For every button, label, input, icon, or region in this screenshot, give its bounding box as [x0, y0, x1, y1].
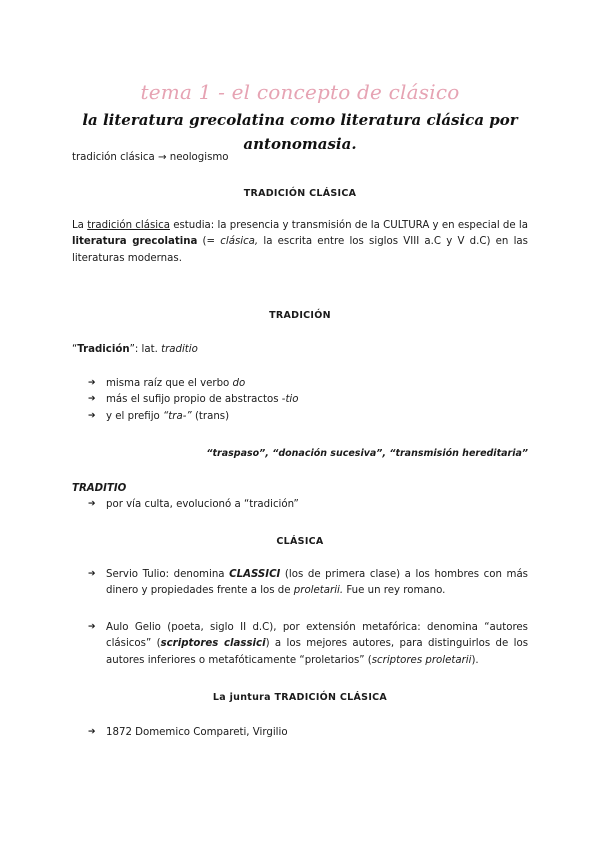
italic-term: “tra-” — [163, 410, 192, 422]
heading-tradicion-clasica: TRADICIÓN CLÁSICA — [243, 188, 357, 199]
bold-italic-term: CLASSICI — [229, 569, 281, 580]
meanings-line: “traspaso”, “donación sucesiva”, “transmisión hereditaria” — [206, 448, 528, 459]
italic-term: do — [232, 378, 246, 389]
list-item — [88, 376, 528, 392]
text-run: La juntura — [212, 692, 275, 703]
text-run: (los de primera clase) a los hombres con más dinero y propiedades frente a los de — [106, 569, 528, 597]
text-run: estudia: la presencia y transmisión de la CULTURA y en especial de la — [169, 220, 528, 231]
text-run: ) a los mejores autores, para distinguirlos de los autores inferiores o metafóticamente “proletarios” ( — [106, 638, 528, 666]
bold-term: Tradición — [77, 344, 130, 355]
italic-term: tio — [285, 394, 299, 406]
heading-clasica: CLÁSICA — [276, 536, 324, 547]
text-run: Aulo Gelio (poeta, siglo II d.C), por extensión metafórica: denomina “autores clásicos” ( — [106, 622, 528, 650]
italic-term: proletarii. — [293, 585, 344, 597]
text-run: TRADICIÓN CLÁSICA — [274, 692, 388, 703]
list-clasica-1 — [72, 567, 528, 600]
paragraph-tradicion-clasica — [72, 218, 528, 267]
text-run: ”: lat. — [129, 344, 162, 355]
list-item — [88, 620, 528, 669]
text-run: y el prefijo — [106, 410, 164, 422]
text-run: la escrita entre los siglos VIII a.C y V d.C) en las literaturas modernas. — [72, 236, 528, 264]
italic-term: traditio — [161, 344, 198, 355]
list-item — [88, 392, 528, 408]
list-clasica-2 — [72, 620, 528, 669]
text-run: más el sufijo propio de abstractos - — [106, 394, 286, 406]
list-item — [88, 567, 528, 600]
bold-term: literatura grecolatina — [72, 236, 198, 248]
list-juntura — [72, 725, 528, 741]
page-subtitle: la literatura grecolatina como literatura clásica por antonomasia. — [82, 111, 518, 153]
text-run: Servio Tulio: denomina — [106, 569, 230, 580]
heading-tradicion: TRADICIÓN — [269, 310, 331, 321]
underlined-term: tradición clásica — [87, 220, 170, 231]
text-run: (= — [197, 236, 221, 248]
italic-term: scriptores proletarii — [371, 654, 472, 666]
bold-italic-term: scriptores classici — [160, 638, 266, 650]
list-traditio — [72, 497, 528, 513]
intro-line: tradición clásica → neologismo — [72, 152, 229, 163]
text-run: misma raíz que el verbo — [106, 378, 233, 389]
text-run: La — [72, 220, 88, 231]
page-title: tema 1 - el concepto de clásico — [140, 80, 460, 104]
heading-juntura — [72, 690, 528, 705]
text-run: “ — [72, 344, 78, 355]
text-run: Fue un rey romano. — [343, 585, 446, 597]
text-run: ). — [471, 654, 479, 666]
list-item — [88, 409, 528, 425]
traditio-label: TRADITIO — [72, 483, 127, 494]
definition-tradicion — [72, 342, 528, 358]
list-etymology — [72, 376, 528, 425]
list-item: ➔ por vía culta, evolucionó a “tradición” — [88, 497, 528, 513]
italic-term: clásica, — [220, 236, 259, 248]
list-item: ➔ 1872 Domemico Compareti, Virgilio — [88, 725, 528, 741]
text-run: (trans) — [191, 410, 230, 422]
